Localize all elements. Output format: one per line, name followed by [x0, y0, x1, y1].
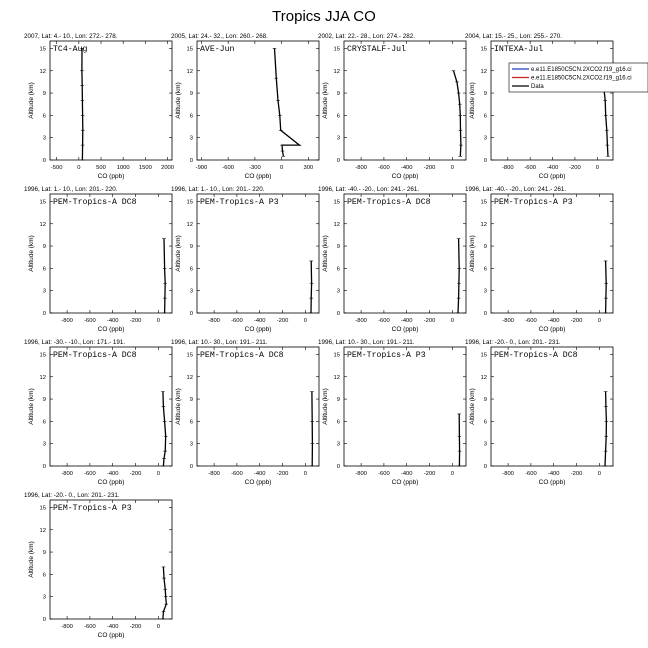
y-tick-label: 3 — [336, 135, 340, 142]
campaign-label: TC4-Aug — [53, 45, 88, 54]
subplot-header: 1996, Lat: -30.- -10., Lon: 171.- 191. — [24, 339, 126, 346]
y-axis-label: Altitude (km) — [175, 388, 182, 425]
x-tick-label: -400 — [253, 471, 266, 477]
y-tick-label: 0 — [336, 311, 340, 317]
y-tick-label: 12 — [39, 221, 46, 228]
campaign-label: PEM-Tropics-A DC8 — [494, 351, 578, 360]
y-tick-label: 15 — [186, 199, 193, 206]
y-axis-label: Altitude (km) — [28, 82, 35, 119]
subplot-header: 1996, Lat: -20.- 0., Lon: 201.- 231. — [465, 339, 561, 346]
series-line-data — [606, 261, 607, 313]
series-line-data — [163, 567, 166, 619]
y-tick-label: 12 — [333, 221, 340, 228]
y-tick-label: 9 — [189, 91, 193, 98]
x-tick-label: -600 — [84, 318, 96, 324]
y-tick-label: 15 — [186, 352, 193, 359]
x-tick-label: 300 — [303, 165, 314, 171]
y-axis-label: Altitude (km) — [469, 388, 476, 425]
y-tick-label: 0 — [336, 464, 340, 470]
x-tick-label: 2000 — [161, 165, 175, 171]
x-tick-label: 0 — [597, 471, 601, 477]
y-tick-label: 15 — [39, 505, 46, 512]
y-tick-label: 12 — [333, 68, 340, 75]
x-tick-label: -400 — [400, 471, 413, 477]
x-tick-label: 0 — [597, 318, 601, 324]
y-tick-label: 12 — [186, 68, 193, 75]
x-axis-label: CO (ppb) — [97, 479, 125, 486]
subplot-header: 1996, Lat: 10.- 30., Lon: 191.- 211. — [171, 339, 268, 346]
x-tick-label: 0 — [156, 318, 160, 324]
x-tick-label: 0 — [595, 165, 599, 171]
y-tick-label: 12 — [480, 221, 487, 228]
x-axis-label: CO (ppb) — [538, 479, 566, 486]
y-tick-label: 0 — [483, 311, 487, 317]
x-tick-label: 0 — [450, 318, 454, 324]
subplot-header: 1996, Lat: -20.- 0., Lon: 201.- 231. — [24, 492, 120, 499]
x-tick-label: -600 — [84, 471, 96, 477]
subplot-2 — [171, 33, 319, 180]
y-tick-label: 3 — [483, 441, 487, 448]
y-tick-label: 3 — [42, 441, 46, 448]
subplot-9 — [24, 339, 172, 486]
y-tick-label: 12 — [39, 68, 46, 75]
x-tick-label: -800 — [61, 318, 73, 324]
y-tick-label: 0 — [42, 464, 46, 470]
campaign-label: PEM-Tropics-A P3 — [53, 504, 132, 513]
x-tick-label: -200 — [423, 318, 436, 324]
y-tick-label: 6 — [189, 113, 193, 120]
y-tick-label: 9 — [189, 397, 193, 404]
plot-frame — [344, 194, 466, 313]
series-line-data — [312, 392, 313, 466]
x-tick-label: -400 — [400, 165, 413, 171]
x-tick-label: -200 — [570, 471, 583, 477]
subplot-3 — [318, 33, 466, 180]
campaign-label: PEM-Tropics-A DC8 — [53, 198, 137, 207]
y-tick-label: 6 — [189, 266, 193, 273]
y-tick-label: 0 — [189, 158, 193, 164]
y-tick-label: 12 — [480, 374, 487, 381]
x-tick-label: -600 — [231, 318, 243, 324]
y-tick-label: 12 — [480, 68, 487, 75]
y-tick-label: 6 — [336, 419, 340, 426]
subplot-10 — [171, 339, 319, 486]
campaign-label: PEM-Tropics-A DC8 — [347, 198, 431, 207]
x-tick-label: -200 — [569, 165, 581, 171]
x-axis-label: CO (ppb) — [97, 632, 125, 639]
series-line-data — [454, 71, 461, 157]
plot-frame — [344, 347, 466, 466]
y-tick-label: 9 — [189, 244, 193, 251]
y-tick-label: 12 — [186, 374, 193, 381]
plot-frame — [50, 194, 172, 313]
legend-entry-label: e.e11.E1850C5CN.2XCO2.f19_g16.ci — [531, 75, 632, 82]
y-tick-label: 9 — [42, 397, 46, 404]
y-tick-label: 15 — [39, 199, 46, 206]
x-tick-label: 1500 — [138, 165, 152, 171]
x-tick-label: -400 — [547, 318, 560, 324]
x-tick-label: -600 — [378, 318, 390, 324]
x-axis-label: CO (ppb) — [244, 326, 272, 333]
campaign-label: PEM-Tropics-A DC8 — [200, 351, 284, 360]
y-tick-label: 3 — [189, 135, 193, 142]
x-tick-label: -800 — [355, 165, 367, 171]
figure-title: Tropics JJA CO — [272, 8, 376, 25]
x-axis-label: CO (ppb) — [538, 326, 566, 333]
campaign-label: CRYSTALF-Jul — [347, 45, 406, 54]
x-tick-label: 0 — [77, 165, 81, 171]
campaign-label: PEM-Tropics-A P3 — [494, 198, 573, 207]
x-tick-label: -600 — [378, 165, 390, 171]
y-tick-label: 6 — [483, 419, 487, 426]
subplot-header: 1996, Lat: 1.- 10., Lon: 201.- 220. — [171, 186, 265, 193]
campaign-label: AVE-Jun — [200, 45, 235, 54]
subplot-4 — [465, 33, 613, 180]
y-tick-label: 6 — [336, 266, 340, 273]
series-line-data — [163, 392, 166, 466]
y-tick-label: 0 — [483, 158, 487, 164]
subplot-header: 1996, Lat: 1.- 10., Lon: 201.- 220. — [24, 186, 118, 193]
y-tick-label: 6 — [42, 419, 46, 426]
x-tick-label: -600 — [524, 165, 536, 171]
x-axis-label: CO (ppb) — [391, 326, 419, 333]
y-axis-label: Altitude (km) — [469, 82, 476, 119]
y-tick-label: 3 — [189, 288, 193, 295]
x-tick-label: -400 — [253, 318, 266, 324]
plot-frame — [491, 194, 613, 313]
y-tick-label: 6 — [483, 266, 487, 273]
y-tick-label: 0 — [483, 464, 487, 470]
x-tick-label: -600 — [525, 318, 537, 324]
x-tick-label: -400 — [400, 318, 413, 324]
x-tick-label: -400 — [546, 165, 559, 171]
series-line-data — [605, 392, 606, 466]
x-tick-label: -300 — [249, 165, 261, 171]
subplot-header: 2004, Lat: 15.- 25., Lon: 255.- 270. — [465, 33, 562, 40]
subplot-5 — [24, 186, 172, 333]
y-tick-label: 0 — [189, 464, 193, 470]
campaign-label: PEM-Tropics-A P3 — [347, 351, 426, 360]
y-tick-label: 9 — [483, 244, 487, 251]
campaign-label: PEM-Tropics-A DC8 — [53, 351, 137, 360]
x-tick-label: 0 — [450, 165, 454, 171]
x-tick-label: -200 — [276, 471, 289, 477]
x-tick-label: -400 — [106, 318, 119, 324]
subplot-header: 2005, Lat: 24.- 32., Lon: 260.- 268. — [171, 33, 268, 40]
y-tick-label: 3 — [42, 288, 46, 295]
y-tick-label: 15 — [480, 46, 487, 53]
y-tick-label: 12 — [333, 374, 340, 381]
subplot-header: 2007, Lat: 4.- 10., Lon: 272.- 278. — [24, 33, 118, 40]
x-tick-label: 500 — [96, 165, 106, 171]
y-tick-label: 0 — [42, 617, 46, 623]
legend — [509, 63, 648, 92]
subplot-13 — [24, 492, 172, 639]
y-tick-label: 0 — [336, 158, 340, 164]
series-line-data — [82, 48, 83, 160]
y-tick-label: 15 — [333, 199, 340, 206]
x-tick-label: -600 — [222, 165, 234, 171]
x-axis-label: CO (ppb) — [391, 479, 419, 486]
y-tick-label: 15 — [39, 352, 46, 359]
subplot-header: 1996, Lat: -40.- -20., Lon: 241.- 261. — [318, 186, 420, 193]
x-tick-label: -800 — [208, 318, 220, 324]
x-tick-label: -200 — [423, 471, 436, 477]
x-tick-label: -500 — [50, 165, 63, 171]
y-tick-label: 0 — [189, 311, 193, 317]
y-axis-label: Altitude (km) — [175, 235, 182, 272]
y-tick-label: 15 — [480, 199, 487, 206]
y-tick-label: 3 — [336, 288, 340, 295]
plot-frame — [50, 500, 172, 619]
x-tick-label: -800 — [355, 471, 367, 477]
plot-frame — [197, 41, 319, 160]
x-tick-label: -600 — [525, 471, 537, 477]
x-tick-label: -200 — [423, 165, 436, 171]
y-tick-label: 6 — [336, 113, 340, 120]
y-axis-label: Altitude (km) — [322, 235, 329, 272]
plot-frame — [50, 347, 172, 466]
x-tick-label: -200 — [570, 318, 583, 324]
y-tick-label: 3 — [336, 441, 340, 448]
y-tick-label: 0 — [42, 158, 46, 164]
series-line-data — [311, 261, 312, 313]
x-axis-label: CO (ppb) — [244, 173, 272, 180]
y-tick-label: 15 — [480, 352, 487, 359]
y-tick-label: 15 — [333, 46, 340, 53]
y-tick-label: 0 — [42, 311, 46, 317]
subplot-1 — [24, 33, 174, 180]
legend-entry-label: e.e11.E1850C5CN.2XCO2.f19_g16.ci — [531, 67, 632, 73]
y-tick-label: 15 — [39, 46, 46, 53]
x-tick-label: -800 — [501, 165, 514, 171]
subplot-header: 1996, Lat: 10.- 30., Lon: 191.- 211. — [318, 339, 415, 346]
series-line-data — [458, 239, 459, 313]
y-tick-label: 9 — [483, 397, 487, 404]
subplot-header: 2002, Lat: 22.- 28., Lon: 274.- 282. — [318, 33, 415, 40]
y-tick-label: 9 — [42, 244, 46, 251]
subplot-12 — [465, 339, 613, 486]
y-tick-label: 6 — [189, 419, 193, 426]
y-tick-label: 3 — [483, 135, 487, 142]
y-axis-label: Altitude (km) — [175, 82, 182, 119]
y-tick-label: 3 — [42, 135, 46, 142]
x-tick-label: -200 — [129, 318, 142, 324]
plot-frame — [50, 41, 172, 160]
x-tick-label: -800 — [502, 318, 514, 324]
x-tick-label: -400 — [106, 471, 119, 477]
x-tick-label: -900 — [195, 165, 208, 171]
x-axis-label: CO (ppb) — [244, 479, 272, 486]
series-line-data — [164, 239, 165, 313]
x-tick-label: -800 — [502, 471, 514, 477]
x-tick-label: -600 — [378, 471, 390, 477]
x-tick-label: 0 — [156, 624, 160, 630]
subplot-11 — [318, 339, 466, 486]
x-tick-label: 0 — [450, 471, 454, 477]
campaign-label: PEM-Tropics-A P3 — [200, 198, 279, 207]
x-tick-label: -800 — [61, 624, 73, 630]
x-tick-label: -800 — [208, 471, 220, 477]
y-tick-label: 6 — [483, 113, 487, 120]
y-tick-label: 12 — [39, 527, 46, 534]
x-tick-label: -600 — [231, 471, 243, 477]
subplot-header: 1996, Lat: -40.- -20., Lon: 241.- 261. — [465, 186, 567, 193]
campaign-label: INTEXA-Jul — [494, 45, 544, 54]
y-tick-label: 9 — [483, 91, 487, 98]
y-tick-label: 15 — [186, 46, 193, 53]
y-axis-label: Altitude (km) — [28, 541, 35, 578]
y-tick-label: 6 — [42, 266, 46, 273]
x-axis-label: CO (ppb) — [391, 173, 419, 180]
plot-frame — [344, 41, 466, 160]
y-axis-label: Altitude (km) — [322, 388, 329, 425]
subplot-6 — [171, 186, 319, 333]
legend-entry-label: Data — [531, 84, 544, 90]
y-tick-label: 3 — [483, 288, 487, 295]
series-line-data — [275, 48, 300, 156]
x-tick-label: -200 — [276, 318, 289, 324]
y-axis-label: Altitude (km) — [28, 388, 35, 425]
y-tick-label: 9 — [336, 244, 340, 251]
y-tick-label: 3 — [42, 594, 46, 601]
plot-frame — [491, 347, 613, 466]
x-tick-label: -800 — [355, 318, 367, 324]
plot-frame — [197, 347, 319, 466]
y-tick-label: 9 — [42, 91, 46, 98]
y-tick-label: 9 — [336, 397, 340, 404]
x-tick-label: 0 — [156, 471, 160, 477]
x-tick-label: 1000 — [116, 165, 130, 171]
y-tick-label: 15 — [333, 352, 340, 359]
subplot-7 — [318, 186, 466, 333]
y-tick-label: 12 — [39, 374, 46, 381]
y-tick-label: 9 — [336, 91, 340, 98]
x-tick-label: -600 — [84, 624, 96, 630]
y-tick-label: 6 — [42, 113, 46, 120]
x-tick-label: -400 — [547, 471, 560, 477]
x-tick-label: -400 — [106, 624, 119, 630]
x-tick-label: 0 — [303, 318, 307, 324]
x-axis-label: CO (ppb) — [97, 326, 125, 333]
y-axis-label: Altitude (km) — [322, 82, 329, 119]
x-tick-label: 0 — [303, 471, 307, 477]
x-tick-label: 0 — [279, 165, 284, 171]
x-axis-label: CO (ppb) — [97, 173, 125, 180]
x-axis-label: CO (ppb) — [538, 173, 566, 180]
x-tick-label: -200 — [129, 624, 142, 630]
y-tick-label: 12 — [186, 221, 193, 228]
plot-frame — [491, 41, 613, 160]
y-tick-label: 6 — [42, 572, 46, 579]
subplot-8 — [465, 186, 613, 333]
plot-frame — [197, 194, 319, 313]
x-tick-label: -200 — [129, 471, 142, 477]
y-tick-label: 9 — [42, 550, 46, 557]
x-tick-label: -800 — [61, 471, 73, 477]
y-tick-label: 3 — [189, 441, 193, 448]
y-axis-label: Altitude (km) — [469, 235, 476, 272]
y-axis-label: Altitude (km) — [28, 235, 35, 272]
